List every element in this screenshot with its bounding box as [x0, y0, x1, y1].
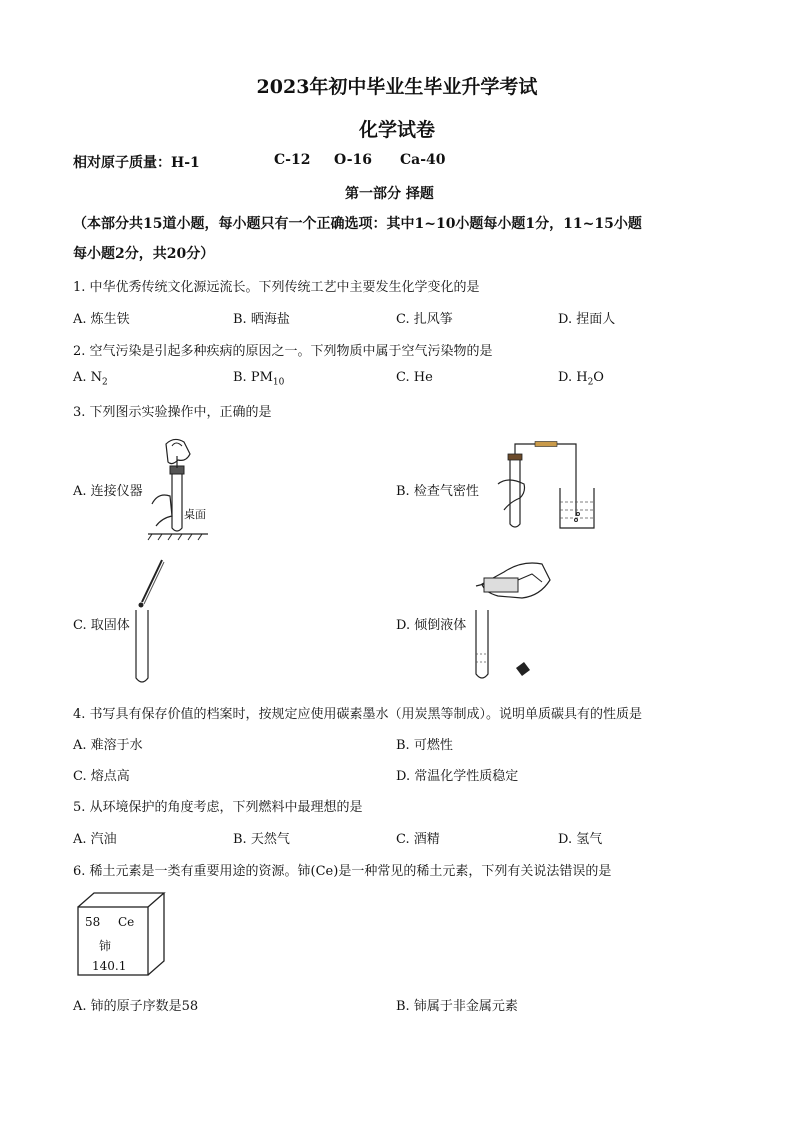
question-2-stem: 2. 空气污染是引起多种疾病的原因之一。下列物质中属于空气污染物的是	[73, 344, 493, 359]
question-6-stem: 6. 稀土元素是一类有重要用途的资源。铈(Ce)是一种常见的稀土元素，下列有关说法错误的是	[73, 864, 612, 879]
q1-option-d[interactable]: D. 捏面人	[558, 312, 616, 327]
pour-liquid-figure	[470, 558, 560, 683]
section-title: 第一部分 择题	[345, 186, 434, 202]
q4-option-b[interactable]: B. 可燃性	[396, 738, 453, 753]
element-mass: 140.1	[92, 959, 127, 973]
connect-instrument-figure	[148, 436, 218, 546]
section-note-line2: 每小题2分，共20分）	[73, 246, 215, 262]
q2-option-a[interactable]: A. $N_2$	[73, 370, 108, 388]
q3-option-a[interactable]: A. 连接仪器	[73, 484, 143, 499]
question-5-stem: 5. 从环境保护的角度考虑，下列燃料中最理想的是	[73, 800, 363, 815]
atomic-mass-ca: Ca-40	[400, 152, 446, 168]
element-name: 铈	[99, 939, 112, 953]
q4-option-d[interactable]: D. 常温化学性质稳定	[396, 769, 519, 784]
take-solid-figure	[128, 558, 168, 688]
q1-option-b[interactable]: B. 晒海盐	[233, 312, 290, 327]
element-number: 58	[85, 915, 101, 929]
q2-option-d[interactable]: D. $H_2O$	[558, 370, 604, 388]
atomic-mass-label: 相对原子质量：H-1	[73, 155, 200, 171]
q2-option-b[interactable]: B. $PM_{10}$	[233, 370, 285, 388]
q3-option-c[interactable]: C. 取固体	[73, 618, 130, 633]
q6-option-b[interactable]: B. 铈属于非金属元素	[396, 999, 518, 1014]
q5-option-d[interactable]: D. 氢气	[558, 832, 603, 847]
desk-label: 桌面	[184, 508, 206, 521]
question-4-stem: 4. 书写具有保存价值的档案时，按规定应使用碳素墨水（用炭黑等制成）。说明单质碳具有的性质是	[73, 707, 643, 722]
q2-option-c[interactable]: C. He	[396, 370, 433, 385]
question-3-stem: 3. 下列图示实验操作中，正确的是	[73, 405, 272, 420]
atomic-mass-o: O-16	[334, 152, 373, 168]
q1-option-c[interactable]: C. 扎风筝	[396, 312, 453, 327]
q3-option-d[interactable]: D. 倾倒液体	[396, 618, 467, 633]
question-1-stem: 1. 中华优秀传统文化源远流长。下列传统工艺中主要发生化学变化的是	[73, 280, 480, 295]
atomic-mass-c: C-12	[274, 152, 311, 168]
exam-title: 2023年初中毕业生毕业升学考试	[256, 76, 538, 98]
q5-option-c[interactable]: C. 酒精	[396, 832, 440, 847]
q1-option-a[interactable]: A. 炼生铁	[73, 312, 130, 327]
airtight-check-figure	[490, 440, 600, 535]
q6-option-a[interactable]: A. 铈的原子序数是58	[73, 999, 199, 1014]
element-symbol: Ce	[118, 915, 135, 929]
exam-subtitle: 化学试卷	[358, 119, 435, 141]
q5-option-b[interactable]: B. 天然气	[233, 832, 290, 847]
q4-option-a[interactable]: A. 难溶于水	[73, 738, 143, 753]
q5-option-a[interactable]: A. 汽油	[73, 832, 117, 847]
q3-option-b[interactable]: B. 检查气密性	[396, 484, 479, 499]
section-note-line1: （本部分共15道小题，每小题只有一个正确选项：其中1~10小题每小题1分，11~15小题	[73, 216, 642, 232]
q4-option-c[interactable]: C. 熔点高	[73, 769, 130, 784]
